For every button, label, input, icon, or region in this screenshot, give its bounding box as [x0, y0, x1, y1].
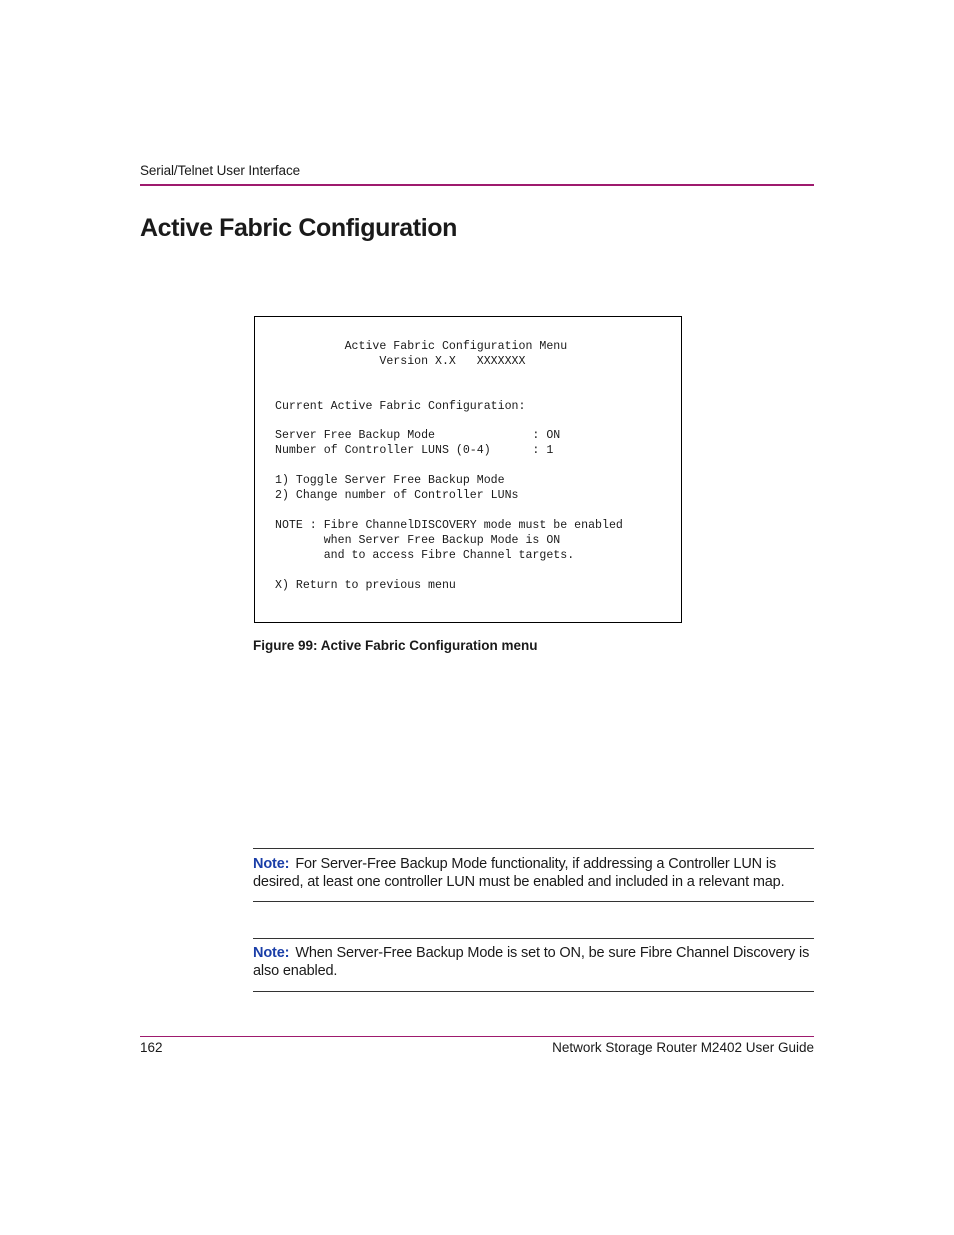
note-block: [253, 938, 814, 992]
note-body: When Server-Free Backup Mode is set to ON, be sure Fibre Channel Discovery is also enabled.: [253, 945, 810, 979]
figure-caption: Figure 99: Active Fabric Configuration menu: [253, 638, 538, 653]
note-text: [253, 939, 814, 980]
page-title: Active Fabric Configuration: [140, 214, 458, 242]
footer-rule: [140, 1036, 814, 1037]
note-body: For Server-Free Backup Mode functionality, if addressing a Controller LUN is desired, at least one controller LUN must be enabled and included in a relevant map.: [253, 856, 785, 890]
note-label: Note:: [253, 945, 290, 961]
note-label: Note:: [253, 856, 290, 872]
terminal-menu-text: Active Fabric Configuration Menu Version X.X XXXXXXX Current Active Fabric Configuration: Server Free Backup Mode : ON Number of Controller LUNS (0-4) : 1 1) Toggle Server Free Backup Mode 2) Change number of Controller LUNs NOTE : Fibre ChannelDISCOVERY mode must be enabled when Server Free Backup Mode is ON and to access Fibre Channel targets. X) Return to previous menu: [275, 340, 623, 592]
running-header: Serial/Telnet User Interface: [140, 163, 301, 178]
note-block: [253, 848, 814, 902]
page-number: 162: [140, 1040, 163, 1055]
note-text: [253, 849, 814, 891]
footer-guide-title: Network Storage Router M2402 User Guide: [552, 1040, 814, 1055]
header-rule: [140, 184, 814, 186]
terminal-screenshot: [254, 316, 682, 623]
